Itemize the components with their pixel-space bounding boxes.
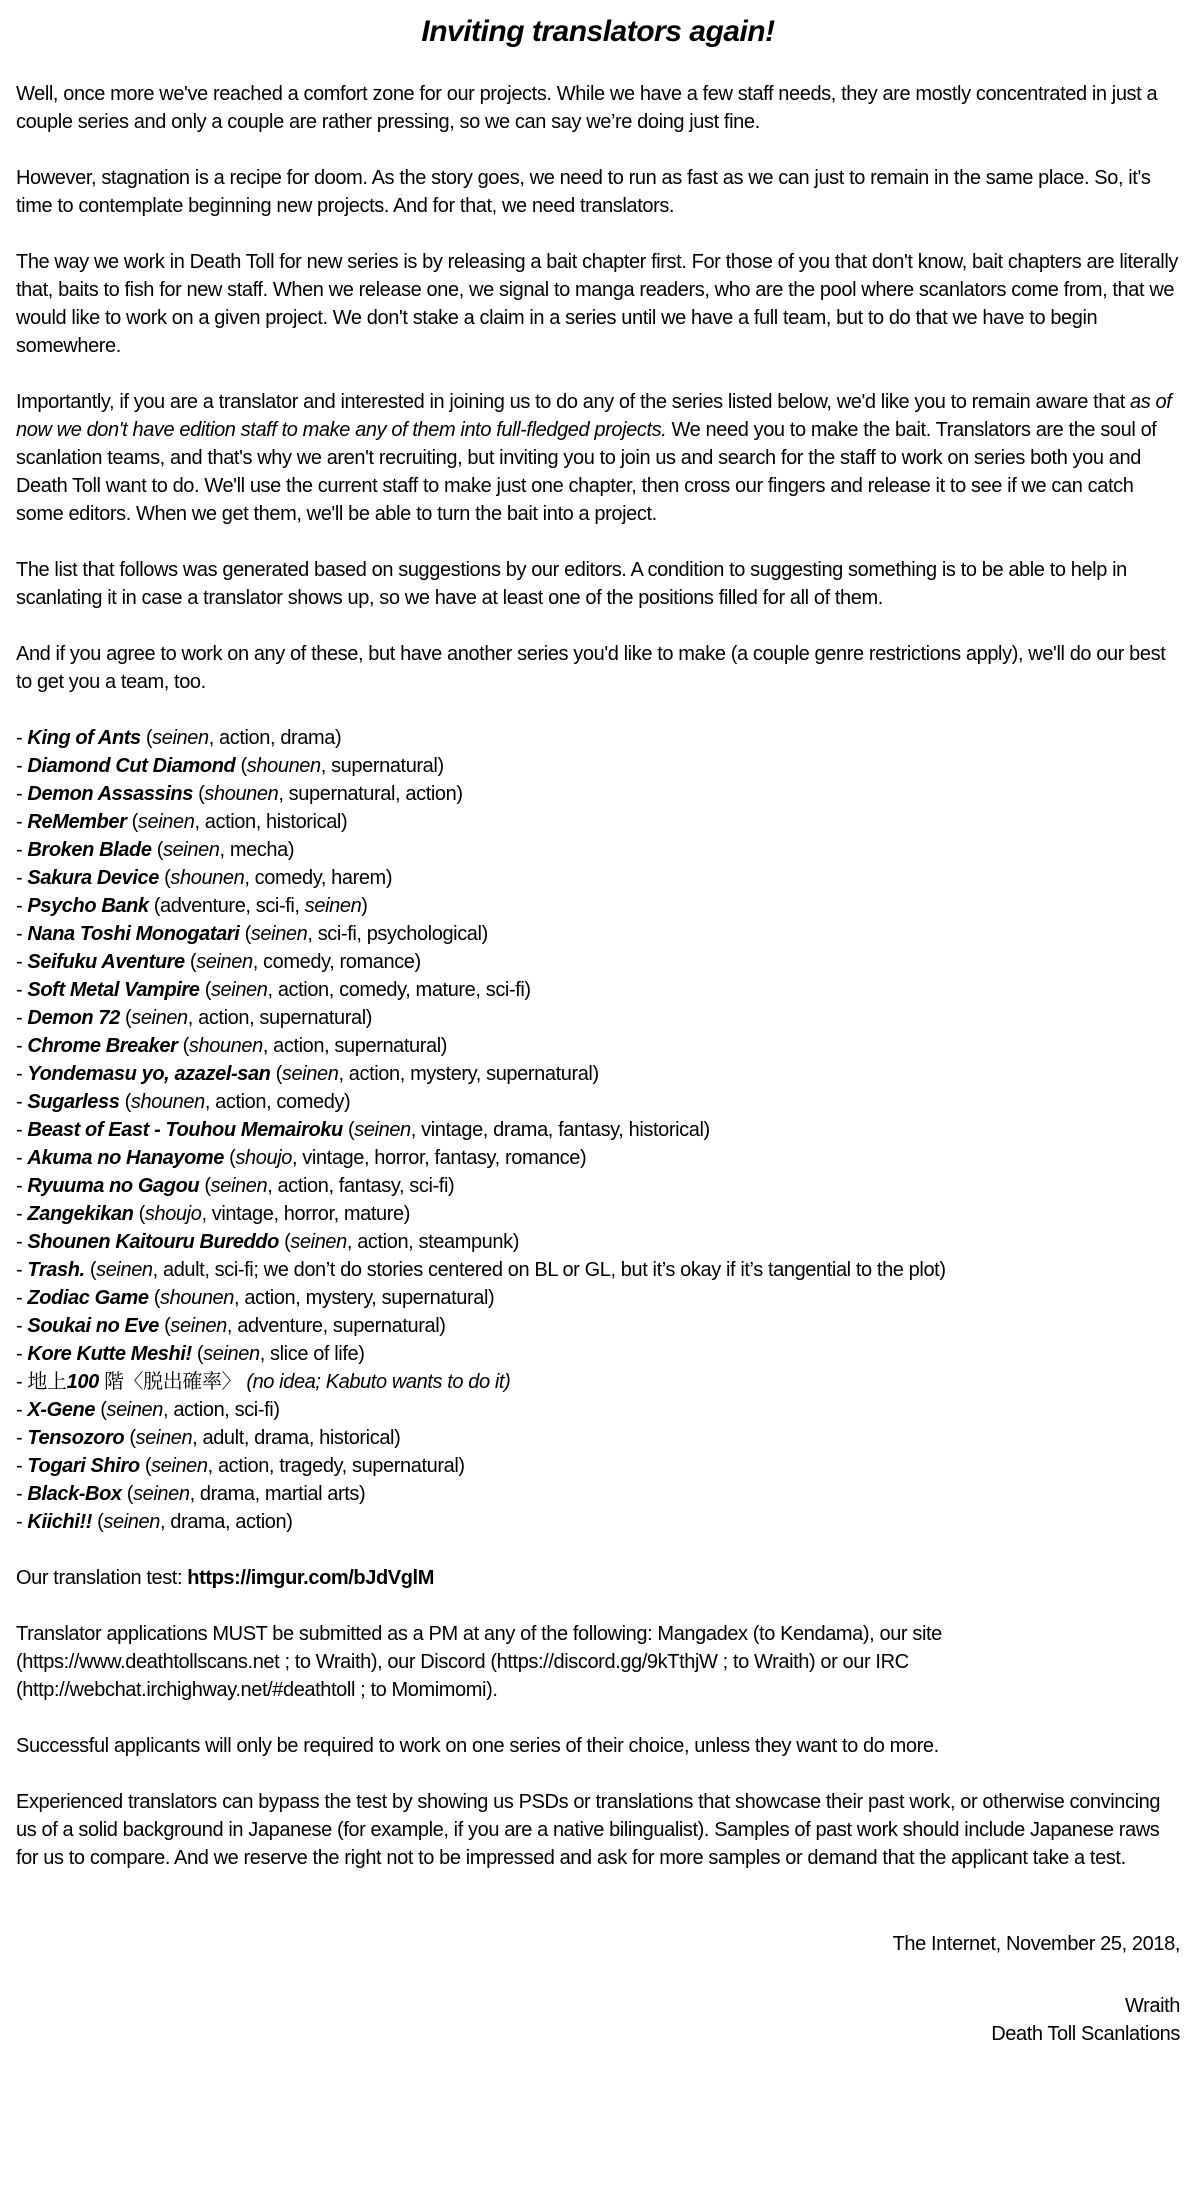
series-list-item xyxy=(16,1060,1180,1088)
text-segment: ( xyxy=(278,1231,291,1253)
italic-text: seinen xyxy=(96,1259,153,1281)
text-segment: ( xyxy=(139,1455,152,1477)
series-list-item xyxy=(16,1004,1180,1032)
bold-italic-text: Kore Kutte Meshi! xyxy=(27,1343,192,1365)
text-segment: ( xyxy=(124,1427,136,1449)
series-list-item xyxy=(16,808,1180,836)
series-list-item xyxy=(16,976,1180,1004)
series-list-item xyxy=(16,724,1180,752)
text-segment: - xyxy=(16,923,28,945)
closing-block xyxy=(16,1930,1180,2048)
text-segment: ( xyxy=(133,1203,145,1225)
text-segment: Experienced translators can bypass the test by showing us PSDs or translations that showcase their past work, or otherwise convincing us of a solid background in Japanese (for example, if you are a native bilingualist). Samples of past work should include Japanese raws for us to compare. And we reserve the right not to be impressed and ask for more samples or demand that the applicant take a test. xyxy=(16,1791,1161,1869)
italic-text: shounen xyxy=(160,1287,234,1309)
italic-text: shounen xyxy=(204,783,279,805)
series-list-item xyxy=(16,864,1180,892)
text-segment: - xyxy=(16,727,28,749)
text-segment: , action, sci-fi) xyxy=(163,1399,280,1421)
text-segment: ( xyxy=(191,1343,204,1365)
successful-applicants-paragraph xyxy=(16,1732,1180,1760)
text-segment: ( xyxy=(121,1483,134,1505)
bold-italic-text: Diamond Cut Diamond xyxy=(27,755,236,777)
text-segment: ) xyxy=(361,895,368,917)
bold-italic-text: Shounen Kaitouru Bureddo xyxy=(27,1231,279,1253)
text-segment: , action, mystery, supernatural) xyxy=(234,1287,495,1309)
text-segment: , supernatural) xyxy=(320,755,444,777)
text-segment: , vintage, horror, fantasy, romance) xyxy=(291,1147,587,1169)
text-segment: - xyxy=(16,1427,28,1449)
series-list-item xyxy=(16,752,1180,780)
text-segment: However, stagnation is a recipe for doom. As the story goes, we need to run as fast as we can just to remain in the same place. So, it's time to contemplate beginning new projects. And for that, we need translators. xyxy=(16,167,1151,217)
text-segment: - xyxy=(16,1035,28,1057)
text-segment: ( xyxy=(140,727,153,749)
text-segment: , action, comedy) xyxy=(204,1091,351,1113)
dateline: The Internet, November 25, 2018, xyxy=(892,1933,1180,1955)
bold-italic-text: Soukai no Eve xyxy=(27,1315,159,1337)
series-list-item xyxy=(16,1116,1180,1144)
italic-text: seinen xyxy=(250,923,308,945)
text-segment: Our translation test: xyxy=(16,1567,188,1589)
italic-text: seinen xyxy=(210,979,268,1001)
italic-text: shounen xyxy=(130,1091,205,1113)
series-list-item xyxy=(16,1312,1180,1340)
text-segment: , action, drama) xyxy=(208,727,342,749)
bold-italic-text: Akuma no Hanayome xyxy=(27,1147,225,1169)
text-segment: - xyxy=(16,867,28,889)
bold-italic-text: Trash. xyxy=(27,1259,85,1281)
italic-text: seinen xyxy=(170,1315,227,1337)
text-segment: ( xyxy=(239,923,251,945)
text-segment: - 地上 xyxy=(16,1371,67,1393)
text-segment: , sci-fi, psychological) xyxy=(307,923,488,945)
other-series-paragraph xyxy=(16,640,1180,696)
series-list-item xyxy=(16,1144,1180,1172)
bold-text: https://imgur.com/bJdVglM xyxy=(187,1567,434,1589)
text-segment: , action, mystery, supernatural) xyxy=(338,1063,599,1085)
italic-text: seinen xyxy=(290,1231,347,1253)
text-segment: ( xyxy=(158,867,171,889)
italic-text: shounen xyxy=(188,1035,263,1057)
page-title: Inviting translators again! xyxy=(421,15,775,48)
bold-italic-text: Psycho Bank xyxy=(27,895,149,917)
series-list-item xyxy=(16,1172,1180,1200)
bold-italic-text: 100 xyxy=(66,1371,99,1393)
document-body xyxy=(16,80,1180,1872)
series-list-item xyxy=(16,1256,1180,1284)
italic-text: seinen xyxy=(152,727,209,749)
bold-italic-text: Broken Blade xyxy=(27,839,152,861)
italic-text: seinen xyxy=(304,895,362,917)
text-segment: - xyxy=(16,1399,28,1421)
text-segment: , vintage, drama, fantasy, historical) xyxy=(410,1119,710,1141)
text-segment: - xyxy=(16,951,28,973)
italic-text: seinen xyxy=(196,951,253,973)
text-segment: ( xyxy=(270,1063,282,1085)
text-segment: , mecha) xyxy=(219,839,295,861)
italic-text: shounen xyxy=(246,755,321,777)
text-segment: , slice of life) xyxy=(259,1343,365,1365)
text-segment: - xyxy=(16,1091,28,1113)
bold-italic-text: Demon Assassins xyxy=(27,783,193,805)
text-segment: ( xyxy=(158,1315,171,1337)
text-segment: - xyxy=(16,1343,28,1365)
text-segment: , adventure, supernatural) xyxy=(226,1315,446,1337)
italic-text: seinen xyxy=(210,1175,268,1197)
text-segment: , comedy, romance) xyxy=(252,951,421,973)
series-list-item xyxy=(16,1508,1180,1536)
series-list-item xyxy=(16,1368,1180,1396)
series-list-item xyxy=(16,1452,1180,1480)
signature-group: Death Toll Scanlations xyxy=(991,2023,1180,2045)
text-segment: - xyxy=(16,1231,28,1253)
text-segment: - xyxy=(16,839,28,861)
text-segment: Well, once more we've reached a comfort zone for our projects. While we have a few staff needs, they are mostly concentrated in just a couple series and only a couple are rather pressing, so we can say we’re doing just fine. xyxy=(16,83,1158,133)
text-segment: - xyxy=(16,755,28,777)
text-segment: - xyxy=(16,1455,28,1477)
text-segment: , action, supernatural) xyxy=(262,1035,448,1057)
text-segment: - xyxy=(16,1175,28,1197)
text-segment: We need you to make the bait. Translators are the soul of scanlation teams, and that's why we aren't recruiting, but inviting you to join us and search for the staff to work on series both you and Death Toll want to do. We'll use the current staff to make just one chapter, then cross our fingers and release it to see if we can catch some editors. When we get them, we'll be able to turn the bait into a project. xyxy=(16,419,1157,525)
bold-italic-text: Yondemasu yo, azazel-san xyxy=(27,1063,271,1085)
text-segment: - xyxy=(16,1147,28,1169)
italic-text: seinen xyxy=(137,811,195,833)
italic-text: shoujo xyxy=(144,1203,202,1225)
bold-italic-text: ReMember xyxy=(27,811,127,833)
italic-text: as of now we don't have edition staff to make any of them into full-fledged projects. xyxy=(16,391,1172,441)
bold-italic-text: Sakura Device xyxy=(27,867,159,889)
series-list-item xyxy=(16,1088,1180,1116)
series-list-item xyxy=(16,1284,1180,1312)
text-segment: , adult, drama, historical) xyxy=(192,1427,401,1449)
series-list-item xyxy=(16,948,1180,976)
text-segment: ( xyxy=(84,1259,97,1281)
text-segment: Translator applications MUST be submitted as a PM at any of the following: Mangadex (to Kendama), our site (https://www.deathtollscans.net ; to Wraith), our Discord (https://discord.gg/9kTthjW ; to Wraith) or our IRC (http://webchat.irchighway.net/#deathtoll ; to Momimomi). xyxy=(16,1623,942,1701)
bold-italic-text: Soft Metal Vampire xyxy=(27,979,200,1001)
text-segment: ( xyxy=(199,1175,211,1197)
bold-italic-text: Ryuuma no Gagou xyxy=(27,1175,200,1197)
text-segment: - xyxy=(16,895,28,917)
text-segment: - xyxy=(16,783,28,805)
italic-text: seinen xyxy=(133,1483,190,1505)
text-segment: - xyxy=(16,1287,28,1309)
italic-text: seinen xyxy=(106,1399,164,1421)
text-segment: , action, tragedy, supernatural) xyxy=(207,1455,465,1477)
text-segment: Importantly, if you are a translator and interested in joining us to do any of the series listed below, we'd like you to remain aware that xyxy=(16,391,1131,413)
series-list-item xyxy=(16,1340,1180,1368)
bold-italic-text: Sugarless xyxy=(27,1091,120,1113)
bold-italic-text: Chrome Breaker xyxy=(27,1035,178,1057)
text-segment: (adventure, sci-fi, xyxy=(148,895,305,917)
text-segment: ( xyxy=(184,951,197,973)
text-segment: ( xyxy=(342,1119,355,1141)
bold-italic-text: Togari Shiro xyxy=(27,1455,140,1477)
text-segment: , action, steampunk) xyxy=(346,1231,519,1253)
italic-text: seinen xyxy=(103,1511,160,1533)
text-segment: , vintage, horror, mature) xyxy=(201,1203,411,1225)
text-segment: ( xyxy=(126,811,138,833)
text-segment: ( xyxy=(95,1399,107,1421)
text-segment: , action, supernatural) xyxy=(187,1007,373,1029)
bold-italic-text: Kiichi!! xyxy=(27,1511,92,1533)
italic-text: seinen xyxy=(151,1455,208,1477)
text-segment: ( xyxy=(192,783,205,805)
importantly-paragraph xyxy=(16,388,1180,528)
text-segment: - xyxy=(16,1063,28,1085)
italic-text: seinen xyxy=(203,1343,260,1365)
bold-italic-text: Beast of East - Touhou Memairoku xyxy=(27,1119,343,1141)
text-segment: , supernatural, action) xyxy=(278,783,463,805)
intro-paragraph xyxy=(16,80,1180,136)
text-segment: ( xyxy=(92,1511,104,1533)
series-list-item xyxy=(16,1228,1180,1256)
text-segment: - xyxy=(16,1259,28,1281)
signature-name: Wraith xyxy=(1124,1995,1180,2017)
text-segment: ( xyxy=(119,1007,132,1029)
bold-italic-text: Zodiac Game xyxy=(27,1287,149,1309)
bold-italic-text: King of Ants xyxy=(27,727,141,749)
bold-italic-text: Nana Toshi Monogatari xyxy=(27,923,240,945)
series-list xyxy=(16,724,1180,1536)
text-segment: ( xyxy=(224,1147,236,1169)
text-segment: - xyxy=(16,811,28,833)
text-segment: - xyxy=(16,1007,28,1029)
series-list-item xyxy=(16,1200,1180,1228)
bold-italic-text: Tensozoro xyxy=(27,1427,125,1449)
italic-text: seinen xyxy=(131,1007,188,1029)
text-segment: ( xyxy=(177,1035,189,1057)
series-list-item xyxy=(16,780,1180,808)
series-list-item xyxy=(16,920,1180,948)
text-segment: - xyxy=(16,1203,28,1225)
text-segment: 階〈脱出確率〉 xyxy=(98,1371,247,1393)
bold-italic-text: Black-Box xyxy=(27,1483,122,1505)
text-segment: , drama, martial arts) xyxy=(189,1483,366,1505)
text-segment: ( xyxy=(148,1287,161,1309)
text-segment: - xyxy=(16,979,28,1001)
italic-text: (no idea; Kabuto wants to do it) xyxy=(246,1371,511,1393)
text-segment: Successful applicants will only be required to work on one series of their choice, unless they want to do more. xyxy=(16,1735,939,1757)
text-segment: - xyxy=(16,1483,28,1505)
text-segment: - xyxy=(16,1315,28,1337)
text-segment: , action, comedy, mature, sci-fi) xyxy=(267,979,531,1001)
experienced-translators-paragraph xyxy=(16,1788,1180,1872)
text-segment: , adult, sci-fi; we don’t do stories centered on BL or GL, but it’s okay if it’s tangential to the plot) xyxy=(152,1259,946,1281)
italic-text: seinen xyxy=(281,1063,339,1085)
series-list-item xyxy=(16,1480,1180,1508)
translation-test-line xyxy=(16,1564,1180,1592)
text-segment: - xyxy=(16,1119,28,1141)
text-segment: , action, historical) xyxy=(194,811,348,833)
text-segment: , action, fantasy, sci-fi) xyxy=(267,1175,455,1197)
series-list-item xyxy=(16,892,1180,920)
italic-text: seinen xyxy=(354,1119,411,1141)
text-segment: The way we work in Death Toll for new series is by releasing a bait chapter first. For those of you that don't know, bait chapters are literally that, baits to fish for new staff. When we release one, we signal to manga readers, who are the pool where scanlators come from, that we would like to work on a given project. We don't stake a claim in a series until we have a full team, but to do that we have to begin somewhere. xyxy=(16,251,1178,357)
text-segment: , drama, action) xyxy=(159,1511,293,1533)
text-segment: ( xyxy=(199,979,211,1001)
text-segment: , comedy, harem) xyxy=(244,867,393,889)
bold-italic-text: Zangekikan xyxy=(27,1203,134,1225)
text-segment: ( xyxy=(235,755,247,777)
text-segment: ( xyxy=(151,839,163,861)
italic-text: seinen xyxy=(135,1427,193,1449)
text-segment: And if you agree to work on any of these, but have another series you'd like to make (a couple genre restrictions apply), we'll do our best to get you a team, too. xyxy=(16,643,1166,693)
applications-paragraph xyxy=(16,1620,1180,1704)
italic-text: shounen xyxy=(170,867,245,889)
text-segment: - xyxy=(16,1511,28,1533)
series-list-item xyxy=(16,1032,1180,1060)
bait-chapter-paragraph xyxy=(16,248,1180,360)
text-segment: ( xyxy=(119,1091,131,1113)
italic-text: seinen xyxy=(162,839,220,861)
bold-italic-text: Demon 72 xyxy=(27,1007,120,1029)
series-list-item xyxy=(16,1424,1180,1452)
bold-italic-text: X-Gene xyxy=(27,1399,96,1421)
list-origin-paragraph xyxy=(16,556,1180,612)
stagnation-paragraph xyxy=(16,164,1180,220)
series-list-item xyxy=(16,1396,1180,1424)
bold-italic-text: Seifuku Aventure xyxy=(27,951,185,973)
text-segment: The list that follows was generated based on suggestions by our editors. A condition to suggesting something is to be able to help in scanlating it in case a translator shows up, so we have at least one of the positions filled for all of them. xyxy=(16,559,1127,609)
italic-text: shoujo xyxy=(235,1147,292,1169)
series-list-item xyxy=(16,836,1180,864)
